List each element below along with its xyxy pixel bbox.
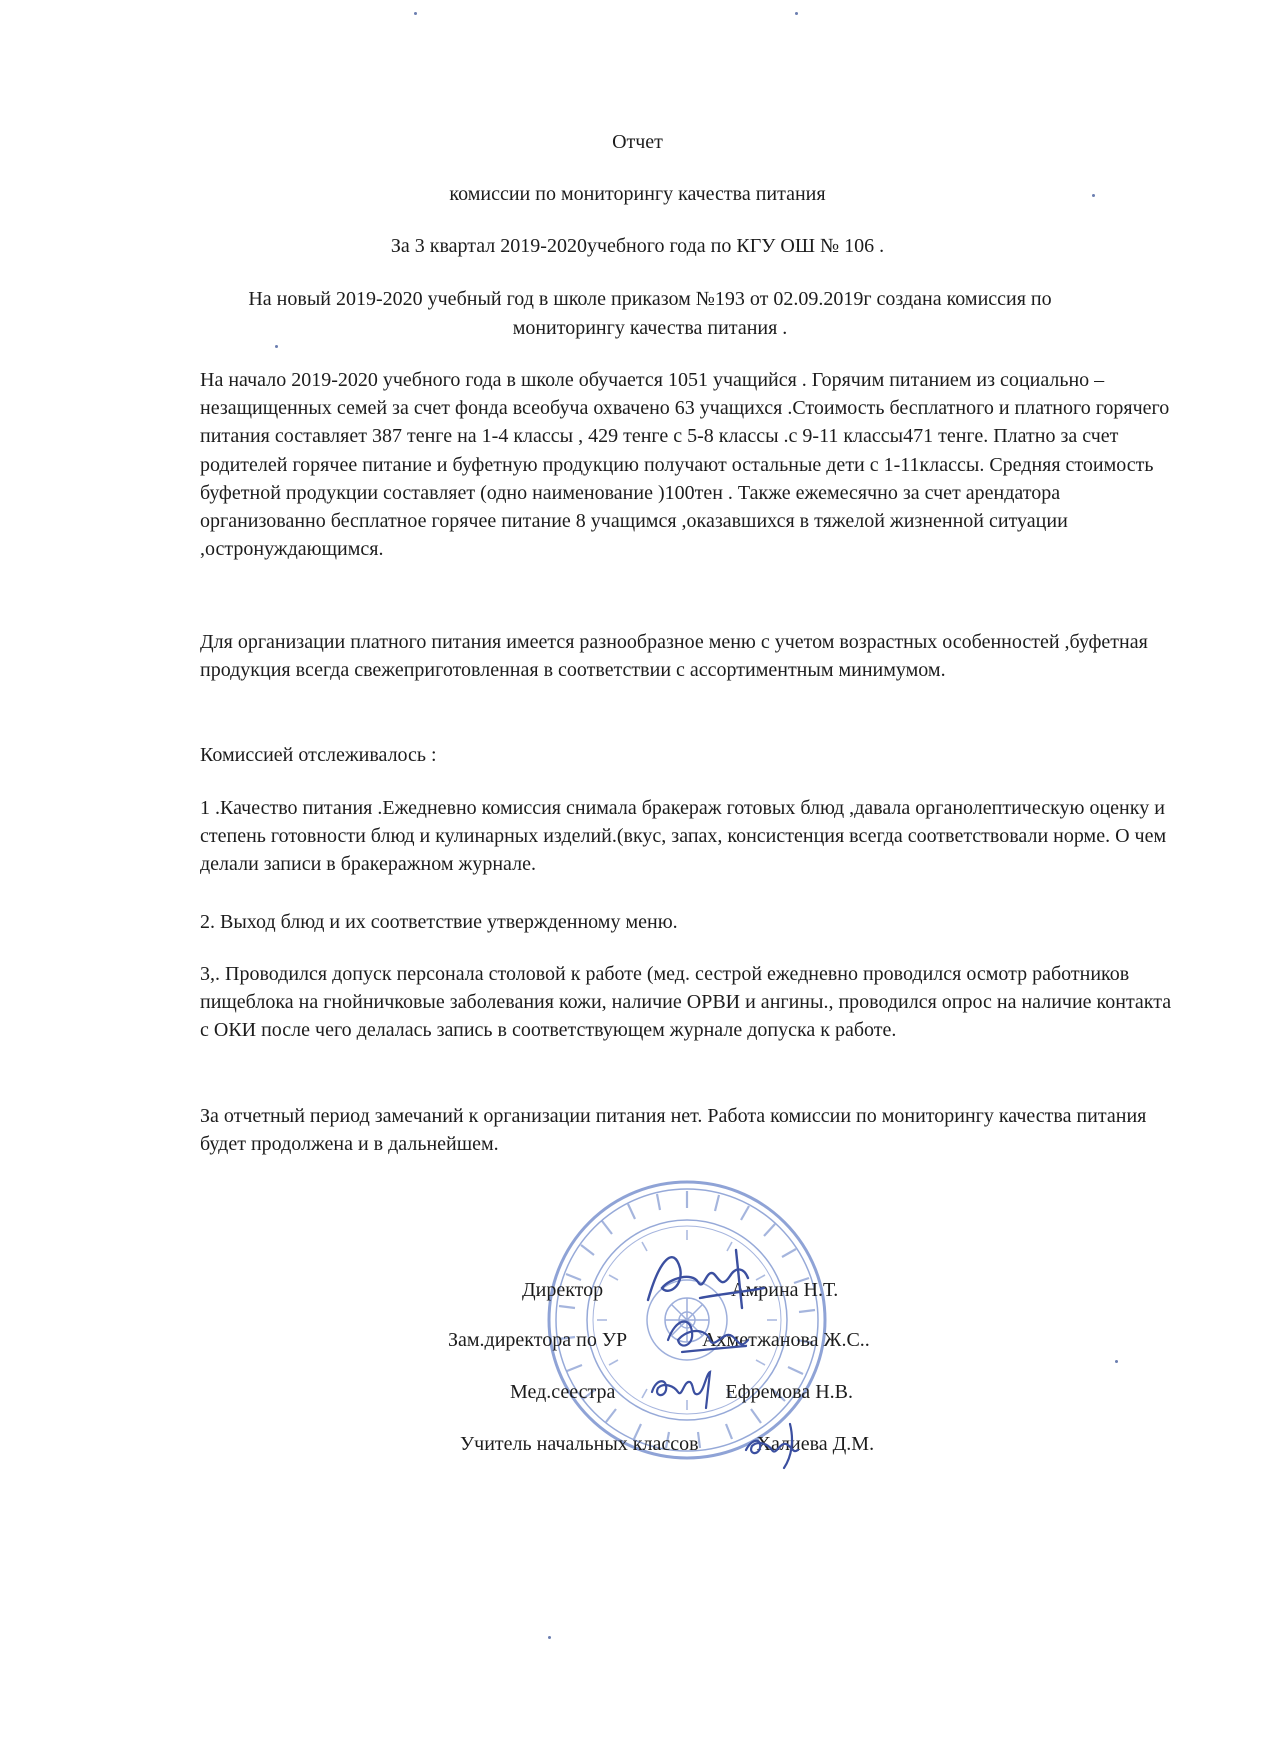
intro-line-1: На новый 2019-2020 учебный год в школе приказом №193 от 02.09.2019г создана комиссия по <box>248 288 1052 310</box>
signer-role: Зам.директора по УР <box>448 1329 628 1351</box>
handwritten-signature-teacher <box>742 1420 806 1470</box>
document-period: За 3 квартал 2019-2020учебного года по КГУ ОШ № 106 . <box>390 235 885 257</box>
paragraph-item-2: 2. Выход блюд и их соответствие утвержденному меню. <box>200 911 678 933</box>
paragraph-item-1: 1 .Качество питания .Ежедневно комиссия снимала бракераж готовых блюд ,давала органолептическую оценку и степень готовности блюд и кулинарных изделий.(вкус, запах, консистенция всегда соответствовали норме. О чем делали записи в бракеражном журнале. <box>200 797 1167 876</box>
handwritten-signature-director <box>640 1238 770 1318</box>
signature-line-deputy <box>448 1328 870 1352</box>
scan-speck <box>275 345 278 348</box>
signer-role: Мед.сеестра <box>510 1381 616 1403</box>
signer-name: Халиева Д.М. <box>756 1433 875 1455</box>
paragraph-enrollment: На начало 2019-2020 учебного года в школе обучается 1051 учащийся . Горячим питанием из социально –незащищенных семей за счет фонда всеобуча охвачено 63 учащихся .Стоимость бесплатного и платного горячего питания составляет 387 тенге на 1-4 классы , 429 тенге с 5-8 классы .с 9-11 классы471 тенге. Платно за счет родителей горячее питание и буфетную продукцию получают остальные дети с 1-11классы. Средняя стоимость буфетной продукции составляет (одно наименование )100тен . Также ежемесячно за счет арендатора организованно бесплатное горячее питание 8 учащимся ,оказавшихся в тяжелой жизненной ситуации ,остронуждающимся. <box>200 369 1170 561</box>
document-title: Отчет <box>612 131 663 153</box>
signer-role: Директор <box>522 1279 604 1301</box>
signer-name: Амрина Н.Т. <box>731 1279 839 1301</box>
signer-role: Учитель начальных классов <box>460 1433 699 1455</box>
scan-speck <box>1115 1360 1118 1363</box>
scan-speck <box>795 12 798 15</box>
intro-line-2: мониторингу качества питания . <box>512 317 788 339</box>
signer-name: Ахметжанова Ж.С.. <box>702 1329 870 1351</box>
signer-name: Ефремова Н.В. <box>725 1381 853 1403</box>
handwritten-signature-nurse <box>646 1364 720 1410</box>
paragraph-monitored-heading: Комиссией отслеживалось : <box>200 744 437 766</box>
scan-speck <box>414 12 417 15</box>
paragraph-conclusion: За отчетный период замечаний к организации питания нет. Работа комиссии по мониторингу качества питания будет продолжена и в дальнейшем. <box>200 1105 1147 1156</box>
handwritten-signature-deputy <box>662 1310 752 1360</box>
scan-speck <box>548 1636 551 1639</box>
paragraph-menu: Для организации платного питания имеется разнообразное меню с учетом возрастных особенностей ,буфетная продукция всегда свежеприготовленная в соответствии с ассортиментным минимумом. <box>200 631 1148 682</box>
signature-line-teacher <box>460 1432 874 1456</box>
scan-speck <box>1092 194 1095 197</box>
document-subtitle: комиссии по мониторингу качества питания <box>449 183 826 205</box>
paragraph-item-3: 3,. Проводился допуск персонала столовой к работе (мед. сестрой ежедневно проводился осмотр работников пищеблока на гнойничковые заболевания кожи, наличие ОРВИ и ангины., проводился опрос на наличие контакта с ОКИ после чего делалась запись в соответствующем журнале допуска к работе. <box>200 963 1172 1042</box>
